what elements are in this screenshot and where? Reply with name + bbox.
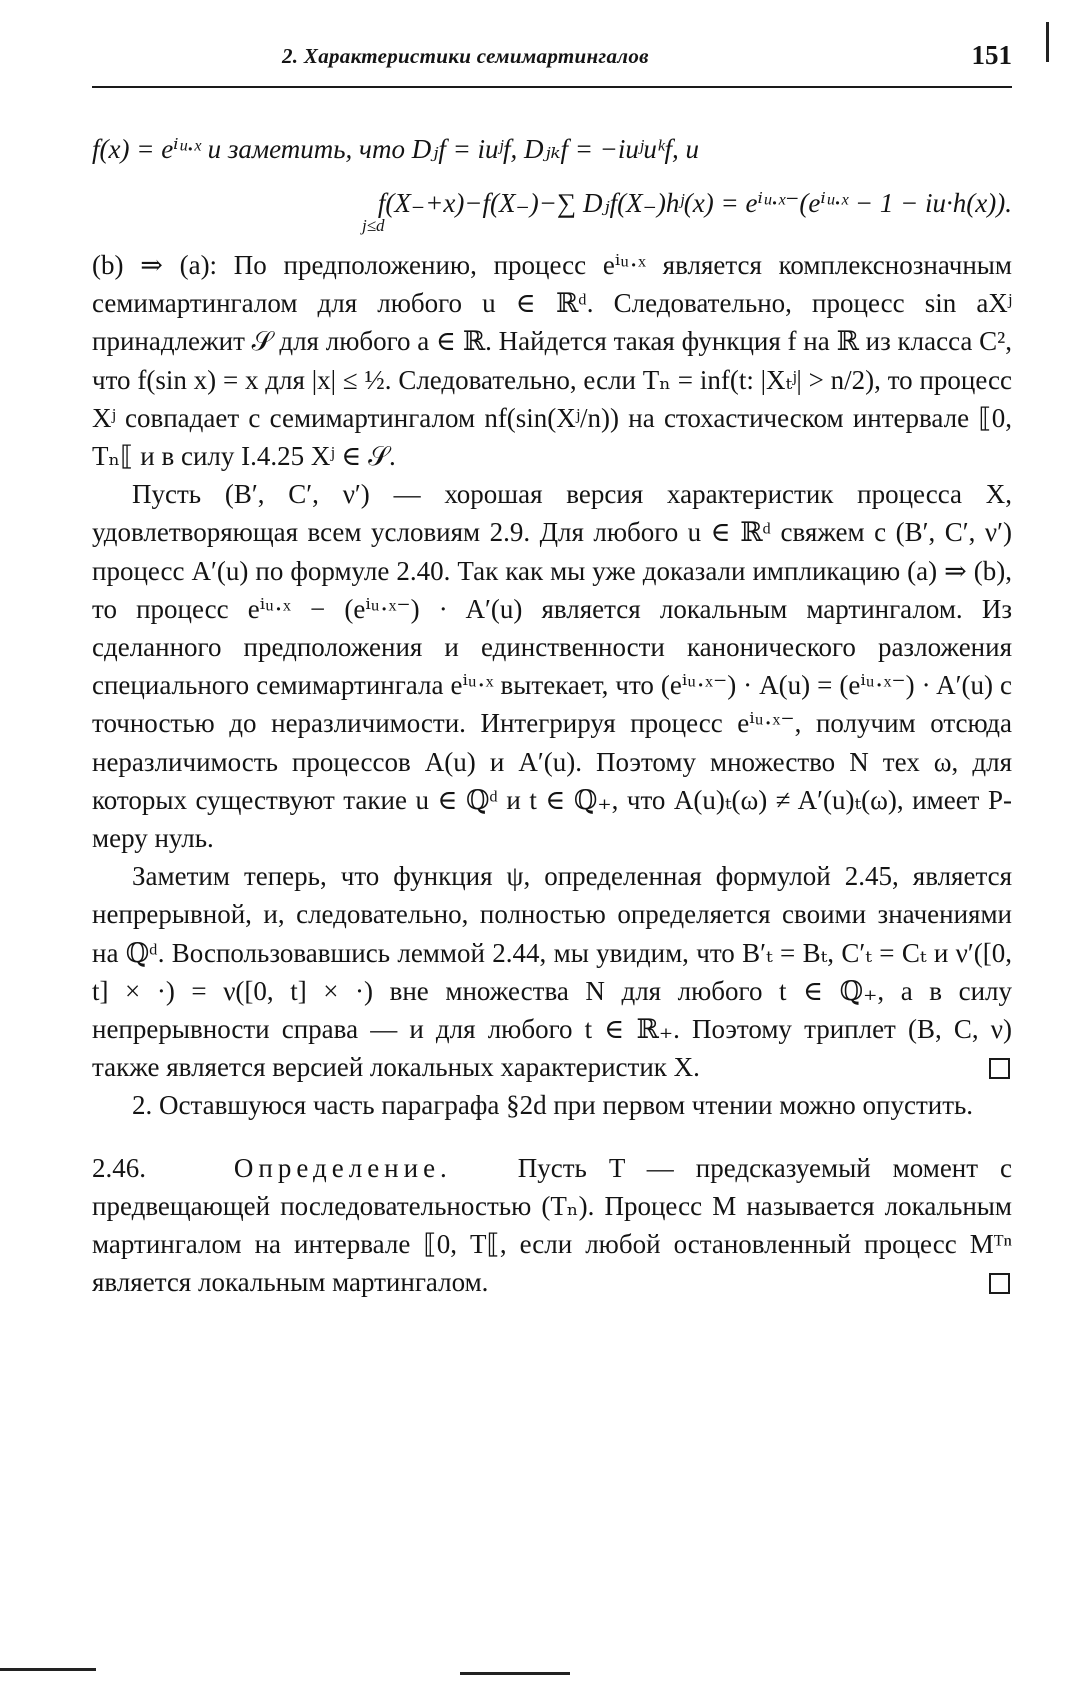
paragraph-proof-b-a: (b) ⇒ (a): По предположению, процесс eⁱᵘ·ˣ является комплекснозначным семимартингалом для любого u ∈ ℝᵈ. Следовательно, процесс sin aXʲ принадлежит 𝒮 для любого a ∈ ℝ. Найдется такая функция f на ℝ из класса C², что f(sin x) = x для |x| ≤ ½. Следовательно, если Tₙ = inf(t: |Xₜʲ| > n/2), то процесс Xʲ совпадает с семимартингалом nf(sin(Xʲ/n)) на стохастическом интервале ⟦0, Tₙ⟦ и в силу I.4.25 Xʲ ∈ 𝒮.	[92, 250, 1012, 472]
formula-line-2-subscript: j≤d	[362, 216, 385, 235]
header-rule	[92, 86, 1012, 88]
formula-line-2-main: f(X₋+x)−f(X₋)−∑ Dⱼf(X₋)hʲ(x) = eⁱᵘ·ˣ⁻(eⁱᵘ·ˣ − 1 − iu·h(x)).	[377, 188, 1012, 218]
running-head: 2. Характеристики семимартингалов	[282, 44, 649, 68]
page-header	[92, 40, 1012, 80]
page-body	[92, 130, 1012, 1301]
scan-mark	[0, 1668, 96, 1671]
qed-square-icon	[989, 1273, 1010, 1294]
definition-label: Определение.	[233, 1152, 452, 1183]
paragraph-continuity	[92, 857, 1012, 1086]
formula-line-1: f(x) = eⁱᵘ·ˣ и заметить, что Dⱼf = iuʲf, Dⱼₖf = −iuʲuᵏf, и	[92, 134, 699, 164]
definition-text: Пусть T — предсказуемый момент с предвещающей последовательностью (Tₙ). Процесс M называется локальным мартингалом на интервале ⟦0, T⟦, если любой остановленный процесс Mᵀⁿ является локальным мартингалом.	[92, 1152, 1013, 1298]
definition-block	[92, 1149, 1012, 1302]
scan-mark	[460, 1672, 570, 1675]
paragraph-continuity-text: Заметим теперь, что функция ψ, определенная формулой 2.45, является непрерывной, и, следовательно, полностью определяется своими значениями на ℚᵈ. Воспользовавшись леммой 2.44, мы увидим, что B′ₜ = Bₜ, C′ₜ = Cₜ и ν′([0, t] × ·) = ν([0, t] × ·) вне множества N для любого t ∈ ℚ₊, а в силу непрерывности справа — и для любого t ∈ ℝ₊. Поэтому триплет (B, C, ν) также является версией локальных характеристик X.	[92, 861, 1012, 1083]
page-number: 151	[971, 40, 1012, 70]
paragraph-skip-note: 2. Оставшуюся часть параграфа §2d при первом чтении можно опустить.	[132, 1090, 974, 1121]
spacer	[92, 1125, 1012, 1149]
edge-mark	[1046, 22, 1049, 62]
qed-square-icon	[989, 1058, 1010, 1079]
definition-number: 2.46.	[92, 1152, 146, 1183]
paragraph-good-version: Пусть (B′, C′, ν′) — хорошая версия характеристик процесса X, удовлетворяющая всем условиям 2.9. Для любого u ∈ ℝᵈ свяжем с (B′, C′, ν′) процесс A′(u) по формуле 2.40. Так как мы уже доказали импликацию (a) ⇒ (b), то процесс eⁱᵘ·ˣ − (eⁱᵘ·ˣ⁻) · A′(u) является локальным мартингалом. Из сделанного предположения и единственности канонического разложения специального семимартингала eⁱᵘ·ˣ вытекает, что (eⁱᵘ·ˣ⁻) · A(u) = (eⁱᵘ·ˣ⁻) · A′(u) с точностью до неразличимости. Интегрируя процесс eⁱᵘ·ˣ⁻, получим отсюда неразличимость процессов A(u) и A′(u). Поэтому множество N тех ω, для которых существуют такие u ∈ ℚᵈ и t ∈ ℚ₊, что A(u)ₜ(ω) ≠ A′(u)ₜ(ω), имеет P-меру нуль.	[92, 479, 1012, 854]
formula-line-2	[92, 176, 1012, 246]
